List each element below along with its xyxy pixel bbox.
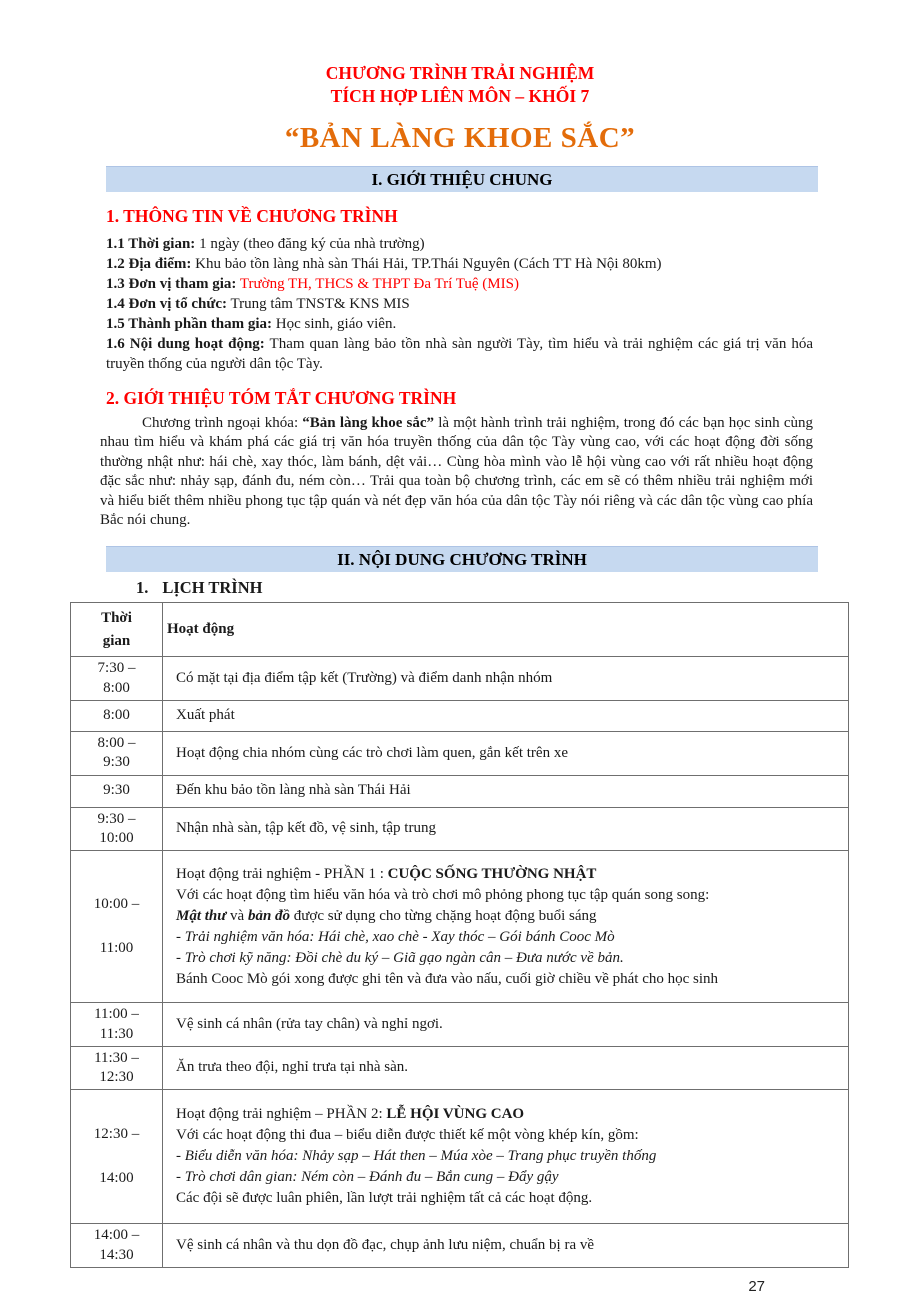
time-line: 9:30 – bbox=[97, 810, 136, 827]
text-run: Mật thư bbox=[176, 907, 227, 924]
activity-line bbox=[176, 706, 840, 725]
schedule-row bbox=[71, 851, 849, 1003]
text-run: là một hành trình trải nghiệm, trong đó các bạn học sinh cùng nhau tìm hiểu và khám phá các giá trị văn hóa truyền thống của dân tộc Tày vùng cao, với các hoạt động đời sống thường nhật như: hái chè, xay thóc, làm bánh, dệt vải… Cùng hòa mình vào lễ hội vùng cao với rất nhiều hoạt động đặc sắc như: nhảy sạp, đánh đu, ném còn… Trải qua toàn bộ chương trình, các em sẽ có thêm nhiều trải nghiệm mới và hiểu biết thêm nhiều phong tục tập quán và nét đẹp văn hóa của dân tộc Tày nói riêng và các dân tộc vùng cao phía Bắc nói chung. bbox=[100, 415, 813, 529]
info-item bbox=[106, 314, 813, 334]
text-run: “Bản làng khoe sắc” bbox=[302, 415, 435, 431]
activity-cell bbox=[163, 1090, 849, 1224]
program-info-list bbox=[106, 234, 813, 374]
activity-line bbox=[176, 1167, 840, 1188]
time-line: 14:30 bbox=[99, 1246, 134, 1263]
info-item-label: 1.6 Nội dung hoạt động: bbox=[106, 336, 265, 352]
program-subtitle-line1: CHƯƠNG TRÌNH TRẢI NGHIỆM bbox=[325, 63, 595, 83]
info-item bbox=[106, 334, 813, 374]
text-run: CUỘC SỐNG THƯỜNG NHẬT bbox=[387, 865, 597, 882]
time-cell bbox=[71, 701, 163, 732]
schedule-row bbox=[71, 1090, 849, 1224]
time-cell bbox=[71, 807, 163, 851]
program-subtitle-line2: TÍCH HỢP LIÊN MÔN – KHỐI 7 bbox=[330, 86, 590, 106]
text-run: Các đội sẽ được luân phiên, lần lượt trải nghiệm tất cả các hoạt động. bbox=[176, 1190, 593, 1207]
program-summary-paragraph bbox=[100, 414, 813, 530]
schedule-row bbox=[71, 807, 849, 851]
time-line: 11:00 bbox=[99, 940, 134, 957]
time-cell bbox=[71, 775, 163, 807]
text-run: Với các hoạt động tìm hiểu văn hóa và trò chơi mô phỏng phong tục tập quán song song: bbox=[176, 886, 710, 903]
time-line: 12:30 – bbox=[93, 1126, 140, 1143]
info-item-label: 1.5 Thành phần tham gia: bbox=[106, 316, 273, 332]
activity-line bbox=[176, 819, 840, 838]
heading-program-info: 1. THÔNG TIN VỀ CHƯƠNG TRÌNH bbox=[106, 206, 398, 226]
activity-line bbox=[176, 1188, 840, 1209]
text-run: và bbox=[226, 907, 248, 924]
header-line: Thời bbox=[101, 609, 132, 626]
text-run: Vệ sinh cá nhân (rửa tay chân) và nghỉ ngơi. bbox=[176, 1015, 443, 1032]
time-line: 10:00 – bbox=[93, 895, 140, 912]
info-item-label: 1.3 Đơn vị tham gia: bbox=[106, 276, 237, 292]
text-run: Chương trình ngoại khóa: bbox=[142, 415, 303, 431]
time-cell bbox=[71, 732, 163, 776]
time-cell bbox=[71, 1224, 163, 1268]
time-column-header bbox=[71, 603, 163, 657]
text-run: được sử dụng cho từng chặng hoạt động buổi sáng bbox=[290, 907, 597, 924]
time-line: 8:00 bbox=[103, 679, 130, 696]
schedule-header-row bbox=[71, 603, 849, 657]
time-line: 8:00 bbox=[103, 707, 130, 724]
text-run: Có mặt tại địa điểm tập kết (Trường) và điểm danh nhận nhóm bbox=[176, 670, 553, 687]
text-run: - Trò chơi dân gian: Ném còn – Đánh đu – Bắn cung – Đẩy gậy bbox=[176, 1169, 559, 1186]
info-item bbox=[106, 234, 813, 254]
info-item bbox=[106, 294, 813, 314]
text-run: Hoạt động trải nghiệm – PHẦN 2: bbox=[176, 1106, 387, 1123]
activity-cell bbox=[163, 851, 849, 1003]
info-item bbox=[106, 274, 813, 294]
info-item-value: 1 ngày (theo đăng ký của nhà trường) bbox=[195, 236, 425, 252]
heading-program-summary: 2. GIỚI THIỆU TÓM TẮT CHƯƠNG TRÌNH bbox=[106, 388, 457, 408]
info-item-label: 1.1 Thời gian: bbox=[106, 236, 196, 252]
activity-line bbox=[176, 744, 840, 763]
text-run: - Trải nghiệm văn hóa: Hái chè, xao chè - Xay thóc – Gói bánh Cooc Mò bbox=[176, 928, 615, 945]
schedule-row bbox=[71, 1046, 849, 1090]
activity-line bbox=[176, 1146, 840, 1167]
activity-cell bbox=[163, 657, 849, 701]
time-line: 8:00 – bbox=[97, 735, 136, 752]
time-line: 11:30 – bbox=[94, 1049, 139, 1066]
activity-cell bbox=[163, 701, 849, 732]
activity-line bbox=[176, 864, 840, 885]
activity-line bbox=[176, 1015, 840, 1034]
page-number: 27 bbox=[748, 1278, 765, 1295]
info-item-label: 1.2 Địa điểm: bbox=[106, 256, 192, 272]
text-run: - Biểu diễn văn hóa: Nhảy sạp – Hát then – Múa xòe – Trang phục truyền thống bbox=[176, 1148, 657, 1165]
text-run: bản đồ bbox=[247, 907, 291, 924]
text-run: - Trò chơi kỹ năng: Đồi chè du ký – Giã gạo ngàn cân – Đưa nước về bản. bbox=[176, 949, 624, 966]
schedule-table bbox=[70, 602, 849, 1268]
info-item-value: Tham quan làng bảo tồn nhà sàn người Tày, tìm hiểu và trải nghiệm các giá trị văn hóa truyền thống của người dân tộc Tày. bbox=[106, 336, 813, 372]
info-item-value: Khu bảo tồn làng nhà sàn Thái Hải, TP.Thái Nguyên (Cách TT Hà Nội 80km) bbox=[191, 256, 662, 272]
header-line: Hoạt động bbox=[167, 621, 235, 638]
schedule-row bbox=[71, 657, 849, 701]
time-cell bbox=[71, 1046, 163, 1090]
activity-cell bbox=[163, 775, 849, 807]
schedule-row bbox=[71, 775, 849, 807]
text-run: Ăn trưa theo đội, nghỉ trưa tại nhà sàn. bbox=[176, 1059, 409, 1076]
section-banner-content: II. NỘI DUNG CHƯƠNG TRÌNH bbox=[106, 546, 818, 572]
page-title: “BẢN LÀNG KHOE SẮC” bbox=[284, 122, 636, 154]
activity-cell bbox=[163, 732, 849, 776]
activity-cell bbox=[163, 1224, 849, 1268]
text-run: Hoạt động trải nghiệm - PHẦN 1 : bbox=[176, 865, 388, 882]
info-item-value: Trường TH, THCS & THPT Đa Trí Tuệ (MIS) bbox=[236, 276, 519, 292]
time-cell bbox=[71, 657, 163, 701]
schedule-heading-number: 1. bbox=[136, 578, 149, 598]
time-line: 9:30 bbox=[103, 754, 130, 771]
info-item-label: 1.4 Đơn vị tổ chức: bbox=[106, 296, 228, 312]
time-line: 10:00 bbox=[99, 829, 134, 846]
activity-line bbox=[176, 948, 840, 969]
time-line: 7:30 – bbox=[97, 660, 136, 677]
activity-cell bbox=[163, 1003, 849, 1047]
text-run: Nhận nhà sàn, tập kết đồ, vệ sinh, tập trung bbox=[176, 820, 436, 837]
activity-line bbox=[176, 1058, 840, 1077]
activity-column-header bbox=[163, 603, 849, 657]
time-line: 11:00 – bbox=[94, 1006, 139, 1023]
schedule-heading-title: LỊCH TRÌNH bbox=[162, 578, 263, 598]
time-cell bbox=[71, 1090, 163, 1224]
time-cell bbox=[71, 1003, 163, 1047]
activity-cell bbox=[163, 807, 849, 851]
text-run: LỄ HỘI VÙNG CAO bbox=[386, 1106, 525, 1123]
activity-line bbox=[176, 1125, 840, 1146]
activity-line bbox=[176, 669, 840, 688]
text-run: Xuất phát bbox=[176, 707, 235, 724]
activity-line bbox=[176, 969, 840, 990]
time-line: 14:00 – bbox=[93, 1227, 140, 1244]
schedule-row bbox=[71, 1224, 849, 1268]
document-header bbox=[70, 62, 850, 156]
time-line: 12:30 bbox=[99, 1069, 134, 1086]
text-run: Với các hoạt động thi đua – biểu diễn được thiết kế một vòng khép kín, gồm: bbox=[176, 1127, 639, 1144]
text-run: Bánh Cooc Mò gói xong được ghi tên và đưa vào nấu, cuối giờ chiều về phát cho học sinh bbox=[176, 970, 719, 987]
schedule-row bbox=[71, 1003, 849, 1047]
schedule-row bbox=[71, 701, 849, 732]
activity-line bbox=[176, 781, 840, 800]
info-item-value: Học sinh, giáo viên. bbox=[272, 316, 397, 332]
time-line: 11:30 bbox=[99, 1025, 134, 1042]
text-run: Đến khu bảo tồn làng nhà sàn Thái Hải bbox=[176, 782, 411, 799]
time-cell bbox=[71, 851, 163, 1003]
info-item-value: Trung tâm TNST& KNS MIS bbox=[227, 296, 410, 312]
text-run: Hoạt động chia nhóm cùng các trò chơi làm quen, gắn kết trên xe bbox=[176, 744, 568, 761]
time-line: 9:30 bbox=[103, 782, 130, 799]
activity-line bbox=[176, 1104, 840, 1125]
section-banner-intro: I. GIỚI THIỆU CHUNG bbox=[106, 166, 818, 192]
schedule-table-head bbox=[71, 603, 849, 657]
activity-line bbox=[176, 885, 840, 906]
header-line: gian bbox=[102, 632, 131, 649]
schedule-row bbox=[71, 732, 849, 776]
text-run: Vệ sinh cá nhân và thu dọn đồ đạc, chụp ảnh lưu niệm, chuẩn bị ra về bbox=[176, 1237, 595, 1254]
schedule-table-body bbox=[71, 657, 849, 1268]
activity-line bbox=[176, 927, 840, 948]
info-item bbox=[106, 254, 813, 274]
activity-line bbox=[176, 906, 840, 927]
activity-line bbox=[176, 1236, 840, 1255]
activity-cell bbox=[163, 1046, 849, 1090]
schedule-heading bbox=[136, 577, 850, 599]
time-line: 14:00 bbox=[99, 1170, 134, 1187]
